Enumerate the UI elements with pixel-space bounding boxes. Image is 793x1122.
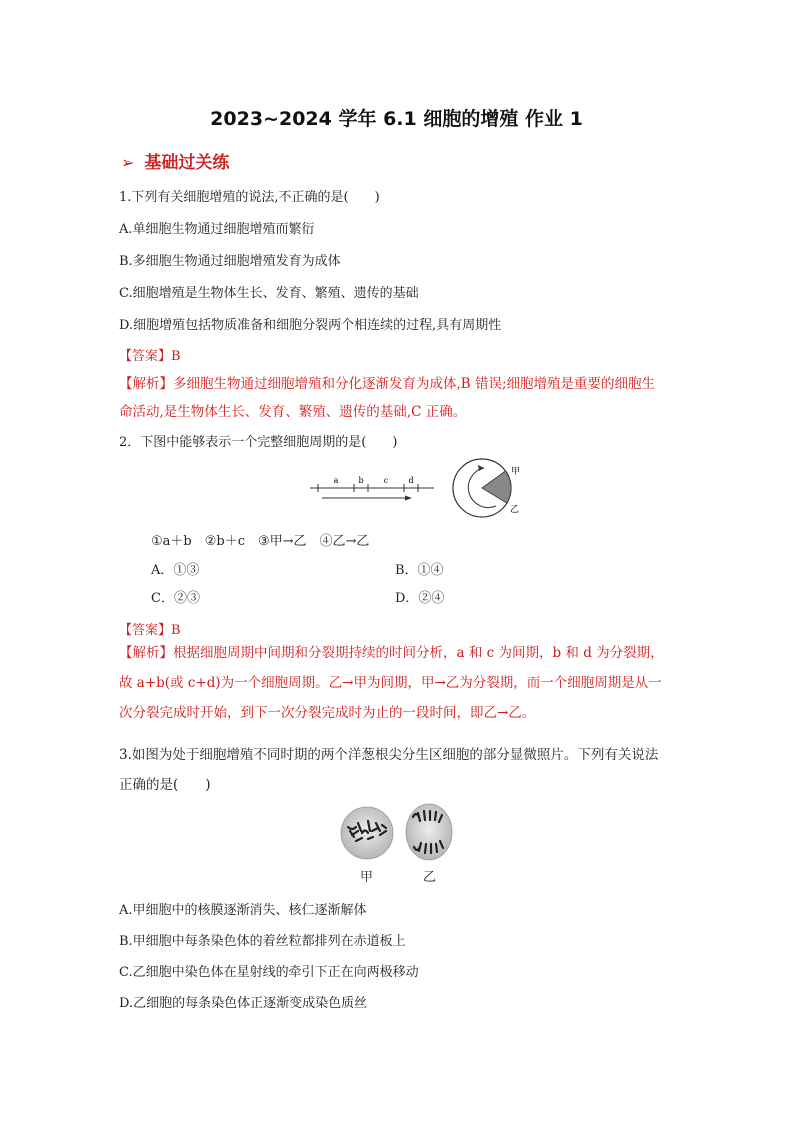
section-heading [121, 148, 229, 173]
q1-option-d: D.细胞增殖包括物质准备和细胞分裂两个相连续的过程,具有周期性 [119, 318, 502, 333]
q3-option-d: D.乙细胞的每条染色体正逐渐变成染色质丝 [119, 996, 368, 1011]
q1-stem: 1.下列有关细胞增殖的说法,不正确的是( ) [119, 190, 380, 205]
q1-option-c: C.细胞增殖是生物体生长、发育、繁殖、遗传的基础 [119, 286, 419, 301]
arrow-bullet-icon: ➢ [121, 153, 135, 172]
q2-option-c: C．②③ [151, 591, 200, 606]
cell-cycle-line-diagram [310, 476, 434, 501]
segment-b-label: b [358, 476, 364, 485]
label-jia-micrograph: 甲 [360, 870, 374, 885]
q1-option-a: A.单细胞生物通过细胞增殖而繁衍 [119, 222, 315, 237]
q3-stem-line: 正确的是( ) [119, 777, 211, 793]
section-label: 基础过关练 [144, 153, 230, 173]
page-title: 2023~2024 学年 6.1 细胞的增殖 作业 1 [210, 108, 583, 130]
q3-option-a: A.甲细胞中的核膜逐渐消失、核仁逐渐解体 [119, 903, 367, 918]
q2-option-a: A．①③ [151, 563, 200, 578]
cell-cycle-figure [308, 456, 528, 526]
cell-jia-micrograph [341, 807, 393, 859]
q1-analysis-line: 【解析】多细胞生物通过细胞增殖和分化逐渐发育为成体,B 错误;细胞增殖是重要的细胞生 [119, 376, 656, 392]
q1-analysis-line: 命活动,是生物体生长、发育、繁殖、遗传的基础,C 正确。 [119, 404, 467, 420]
q1-answer: 【答案】B [119, 349, 181, 364]
label-jia: 甲 [511, 467, 521, 477]
cell-cycle-pie-diagram [453, 459, 520, 517]
label-yi-micrograph: 乙 [423, 870, 437, 885]
q1-analysis [119, 370, 684, 426]
q2-option-d: D．②④ [395, 591, 445, 606]
q2-stem: 2．下图中能够表示一个完整细胞周期的是( ) [119, 435, 398, 450]
segment-d-label: d [408, 476, 414, 485]
q2-option-b: B．①④ [395, 563, 444, 578]
q3-option-b: B.甲细胞中每条染色体的着丝粒都排列在赤道板上 [119, 934, 406, 949]
q2-analysis-line: 【解析】根据细胞周期中间期和分裂期持续的时间分析，a 和 c 为间期，b 和 d 为分裂期， [119, 645, 664, 661]
q2-analysis-line: 故 a+b(或 c+d)为一个细胞周期。乙→甲为间期，甲→乙为分裂期，而一个细胞周期是从一 [119, 675, 662, 691]
cell-yi-micrograph [406, 804, 452, 860]
label-yi: 乙 [510, 505, 520, 515]
q2-answer: 【答案】B [119, 623, 181, 638]
q3-option-c: C.乙细胞中染色体在星射线的牵引下正在向两极移动 [119, 965, 419, 980]
segment-a-label: a [333, 476, 339, 485]
q2-choices: ①a＋b ②b＋c ③甲→乙 ④乙→乙 [151, 534, 370, 549]
q3-stem [119, 740, 684, 800]
q2-analysis-line: 次分裂完成时开始，到下一次分裂完成时为止的一段时间，即乙→乙。 [119, 705, 536, 721]
q2-analysis [119, 638, 684, 728]
segment-c-label: c [383, 476, 389, 485]
q1-option-b: B.多细胞生物通过细胞增殖发育为成体 [119, 254, 341, 269]
micrograph-figure [338, 803, 458, 865]
q3-stem-line: 3.如图为处于细胞增殖不同时期的两个洋葱根尖分生区细胞的部分显微照片。下列有关说法 [119, 747, 659, 763]
